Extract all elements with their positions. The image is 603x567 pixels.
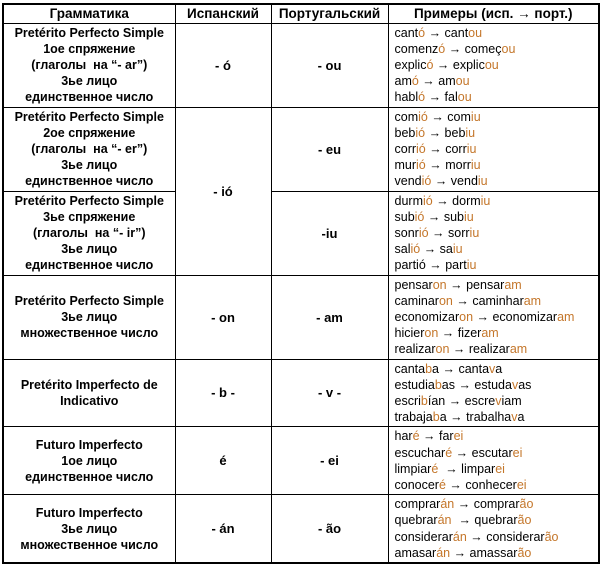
grammar-line: 3ье спряжение — [43, 210, 136, 225]
ending-highlight: iu — [464, 209, 474, 224]
ending-highlight: v — [495, 393, 502, 408]
example-text: → sa — [420, 242, 453, 257]
example-text: economizar — [394, 309, 460, 324]
table-row — [3, 191, 599, 275]
portuguese-ending-cell: - ão — [271, 495, 388, 563]
ending-highlight: iu — [470, 109, 481, 124]
ending-highlight: ão — [517, 545, 532, 560]
example-text: caminar — [394, 293, 439, 308]
example-line — [395, 257, 597, 273]
spanish-ending-cell: - on — [175, 275, 271, 359]
example-text: → far — [419, 429, 454, 444]
portuguese-ending-cell: -iu — [271, 191, 388, 275]
example-text: corr — [394, 141, 417, 156]
example-line — [395, 109, 597, 125]
example-line — [395, 309, 597, 325]
grammar-line: Pretérito Perfecto Simple — [14, 26, 164, 40]
example-line — [395, 496, 597, 512]
ending-highlight: ei — [512, 445, 523, 460]
grammar-line: Pretérito Perfecto Simple — [14, 110, 164, 125]
example-text: a — [495, 361, 503, 376]
ending-highlight: iu — [466, 258, 477, 273]
grammar-line: единственное число — [25, 90, 154, 104]
ending-highlight: am — [509, 342, 528, 357]
table-row — [3, 359, 599, 427]
ending-highlight: ió — [414, 209, 425, 224]
example-line — [395, 73, 597, 89]
grammar-line: 3ье лицо — [61, 521, 118, 536]
example-text: sonr — [394, 225, 419, 240]
ending-highlight: am — [523, 293, 542, 308]
example-line — [395, 125, 597, 141]
grammar-line: единственное число — [25, 258, 154, 273]
example-line — [395, 293, 597, 309]
portuguese-ending-cell: - ou — [271, 23, 388, 107]
table-header — [3, 4, 599, 23]
example-text: escuchar — [394, 445, 446, 460]
grammar-comparison-table — [2, 3, 600, 564]
examples-cell — [388, 359, 599, 427]
ending-highlight: iu — [470, 158, 481, 173]
grammar-line: 3ье лицо — [61, 74, 118, 88]
ending-highlight: am — [504, 277, 522, 292]
ending-highlight: ou — [455, 74, 470, 89]
example-text: → cant — [425, 25, 469, 40]
ending-highlight: é — [412, 429, 420, 444]
example-text: com — [394, 109, 419, 124]
example-text: → sub — [424, 209, 464, 224]
example-text: → corr — [425, 141, 467, 156]
grammar-line: множественное число — [20, 326, 159, 341]
example-text: canta — [394, 361, 426, 376]
ending-highlight: ão — [519, 497, 534, 512]
example-text: → beb — [425, 125, 466, 140]
grammar-cell — [3, 191, 175, 275]
example-line — [395, 173, 597, 189]
grammar-line: (глаголы на “- ar”) — [31, 58, 148, 72]
grammar-line: множественное число — [20, 537, 159, 552]
ending-highlight: ou — [484, 57, 499, 72]
ending-highlight: ió — [416, 141, 426, 156]
example-text: → vend — [431, 174, 478, 189]
example-line — [395, 209, 597, 225]
example-text: considerar — [394, 529, 453, 544]
ending-highlight: ou — [468, 25, 483, 40]
example-text: a → canta — [432, 361, 490, 376]
example-line — [395, 225, 597, 241]
example-text: → com — [427, 109, 471, 124]
example-text: beb — [394, 125, 416, 140]
ending-highlight: án — [440, 497, 455, 512]
ending-highlight: iu — [466, 141, 477, 156]
grammar-cell — [3, 427, 175, 495]
example-line — [395, 41, 597, 57]
example-text: → sorr — [428, 225, 470, 240]
ending-highlight: am — [557, 309, 575, 324]
ending-highlight: b — [420, 393, 428, 408]
example-line — [395, 477, 597, 493]
example-line — [395, 545, 597, 561]
table-row — [3, 275, 599, 359]
ending-highlight: é — [445, 445, 453, 460]
ending-highlight: iu — [465, 125, 476, 140]
example-text: sal — [394, 242, 411, 257]
table-row — [3, 427, 599, 495]
example-text: as → estuda — [441, 377, 512, 392]
example-text: partió → part — [394, 258, 467, 273]
grammar-line: (глаголы на “- ir”) — [33, 226, 146, 241]
example-text: → pensar — [446, 277, 505, 292]
ending-highlight: ei — [453, 429, 464, 444]
example-text: comprar — [394, 497, 441, 512]
ending-highlight: on — [432, 277, 447, 292]
ending-highlight: on — [459, 309, 474, 324]
example-line — [395, 461, 597, 477]
example-text: → conhecer — [445, 477, 517, 492]
grammar-line: 1ое лицо — [61, 453, 118, 468]
example-line — [395, 241, 597, 257]
example-text: → escutar — [452, 445, 513, 460]
grammar-cell — [3, 107, 175, 191]
ending-highlight: v — [511, 377, 519, 392]
grammar-line: Futuro Imperfecto — [35, 505, 143, 520]
header-grammar: Грамматика — [3, 4, 175, 23]
examples-cell — [388, 427, 599, 495]
ending-highlight: é — [438, 477, 446, 492]
example-text: → amassar — [450, 545, 518, 560]
example-text: → am — [418, 74, 456, 89]
example-text: limpiar — [394, 461, 432, 476]
example-line — [395, 325, 597, 341]
example-line — [395, 157, 597, 173]
ending-highlight: ió — [421, 174, 432, 189]
grammar-line: 2ое спряжение — [43, 126, 136, 141]
ending-highlight: b — [425, 361, 433, 376]
example-text: habl — [394, 90, 419, 105]
example-text: → fizer — [438, 326, 482, 341]
ending-highlight: ó — [426, 57, 434, 72]
table-body — [3, 23, 599, 563]
example-text: as — [518, 377, 532, 392]
ending-highlight: é — [431, 461, 439, 476]
example-text: → dorm — [432, 193, 481, 208]
example-text: escri — [394, 393, 421, 408]
example-text: pensar — [394, 277, 433, 292]
example-text: explic — [394, 57, 427, 72]
table-row — [3, 23, 599, 107]
ending-highlight: ei — [516, 477, 527, 492]
grammar-line: Pretérito Imperfecto de — [20, 377, 158, 392]
examples-cell — [388, 107, 599, 191]
ending-highlight: b — [432, 410, 440, 425]
example-line — [395, 409, 597, 425]
example-text: trabaja — [394, 410, 433, 425]
spanish-ending-cell: é — [175, 427, 271, 495]
example-text: vend — [394, 174, 422, 189]
ending-highlight: ió — [418, 109, 428, 124]
example-text: har — [394, 429, 413, 444]
example-text: → realizar — [449, 342, 510, 357]
example-line — [395, 512, 597, 528]
grammar-cell — [3, 495, 175, 563]
header-examples: Примеры (исп. → порт.) — [388, 4, 599, 23]
table-row — [3, 107, 599, 191]
ending-highlight: iu — [469, 225, 480, 240]
example-text: → limpar — [438, 461, 496, 476]
grammar-cell — [3, 23, 175, 107]
ending-highlight: v — [511, 410, 518, 425]
grammar-cell — [3, 275, 175, 359]
spanish-ending-cell: - ió — [175, 107, 271, 275]
examples-cell — [388, 23, 599, 107]
table-row — [3, 495, 599, 563]
grammar-line: Futuro Imperfecto — [35, 437, 143, 452]
example-text: → caminhar — [452, 293, 524, 308]
example-line — [395, 141, 597, 157]
example-text: cant — [394, 25, 419, 40]
portuguese-ending-cell: - am — [271, 275, 388, 359]
grammar-line: 3ье лицо — [61, 242, 118, 257]
example-line — [395, 57, 597, 73]
grammar-line: единственное число — [25, 469, 154, 484]
example-text: → morr — [425, 158, 471, 173]
example-text: a — [517, 410, 525, 425]
example-line — [395, 529, 597, 545]
example-text: mur — [394, 158, 417, 173]
header-spanish: Испанский — [175, 4, 271, 23]
ending-highlight: ão — [517, 513, 532, 528]
ending-highlight: ou — [501, 41, 516, 56]
example-text: → fal — [425, 90, 458, 105]
ending-highlight: on — [435, 342, 450, 357]
ending-highlight: ão — [544, 529, 559, 544]
grammar-line: 3ье лицо — [61, 158, 118, 173]
portuguese-ending-cell: - ei — [271, 427, 388, 495]
ending-highlight: án — [437, 513, 452, 528]
example-text: sub — [394, 209, 415, 224]
ending-highlight: ió — [418, 225, 429, 240]
example-text: → economizar — [473, 309, 558, 324]
example-text: iam — [501, 393, 522, 408]
example-text: → começ — [445, 41, 502, 56]
ending-highlight: án — [436, 545, 451, 560]
example-line — [395, 377, 597, 393]
header-row — [3, 4, 599, 23]
ending-highlight: ou — [457, 90, 472, 105]
portuguese-ending-cell: - eu — [271, 107, 388, 191]
examples-cell — [388, 275, 599, 359]
examples-cell — [388, 191, 599, 275]
grammar-line: 1ое спряжение — [43, 42, 136, 56]
ending-highlight: iu — [452, 242, 463, 257]
spanish-ending-cell: - án — [175, 495, 271, 563]
grammar-line: Indicativo — [60, 393, 119, 408]
examples-cell — [388, 495, 599, 563]
grammar-cell — [3, 359, 175, 427]
example-line — [395, 25, 597, 41]
grammar-line: Pretérito Perfecto Simple — [14, 294, 164, 309]
example-text: comenz — [394, 41, 439, 56]
example-line — [395, 193, 597, 209]
ending-highlight: ó — [411, 74, 419, 89]
ending-highlight: ió — [422, 193, 433, 208]
example-text: durm — [394, 193, 423, 208]
ending-highlight: ió — [410, 242, 421, 257]
example-text: → explic — [433, 57, 485, 72]
ending-highlight: am — [481, 326, 499, 341]
ending-highlight: ó — [418, 90, 426, 105]
example-line — [395, 341, 597, 357]
example-text: quebrar — [394, 513, 438, 528]
example-text: ían → escre — [427, 393, 496, 408]
ending-highlight: ó — [438, 41, 446, 56]
portuguese-ending-cell: - v - — [271, 359, 388, 427]
ending-highlight: iu — [480, 193, 491, 208]
spanish-ending-cell: - ó — [175, 23, 271, 107]
grammar-line: Pretérito Perfecto Simple — [14, 194, 164, 209]
ending-highlight: on — [424, 326, 439, 341]
example-text: a → trabalha — [439, 410, 512, 425]
ending-highlight: ei — [495, 461, 505, 476]
ending-highlight: iu — [477, 174, 488, 189]
example-text: am — [394, 74, 412, 89]
header-portuguese: Португальский — [271, 4, 388, 23]
grammar-line: единственное число — [25, 174, 154, 189]
example-line — [395, 445, 597, 461]
ending-highlight: ó — [418, 25, 426, 40]
example-text: conocer — [394, 477, 439, 492]
example-line — [395, 361, 597, 377]
ending-highlight: án — [452, 529, 467, 544]
grammar-line: (глаголы на “- er”) — [31, 142, 148, 157]
ending-highlight: b — [434, 377, 442, 392]
example-line — [395, 428, 597, 444]
example-text: hicier — [394, 326, 425, 341]
grammar-line: 3ье лицо — [61, 310, 118, 325]
spanish-ending-cell: - b - — [175, 359, 271, 427]
ending-highlight: ió — [415, 125, 426, 140]
example-text: → comprar — [454, 497, 520, 512]
example-line — [395, 89, 597, 105]
example-text: → quebrar — [451, 513, 518, 528]
example-text: amasar — [394, 545, 437, 560]
ending-highlight: on — [438, 293, 453, 308]
ending-highlight: ió — [416, 158, 426, 173]
example-line — [395, 393, 597, 409]
example-line — [395, 277, 597, 293]
example-text: → considerar — [466, 529, 545, 544]
example-text: estudia — [394, 377, 435, 392]
ending-highlight: v — [489, 361, 496, 376]
example-text: realizar — [394, 342, 436, 357]
